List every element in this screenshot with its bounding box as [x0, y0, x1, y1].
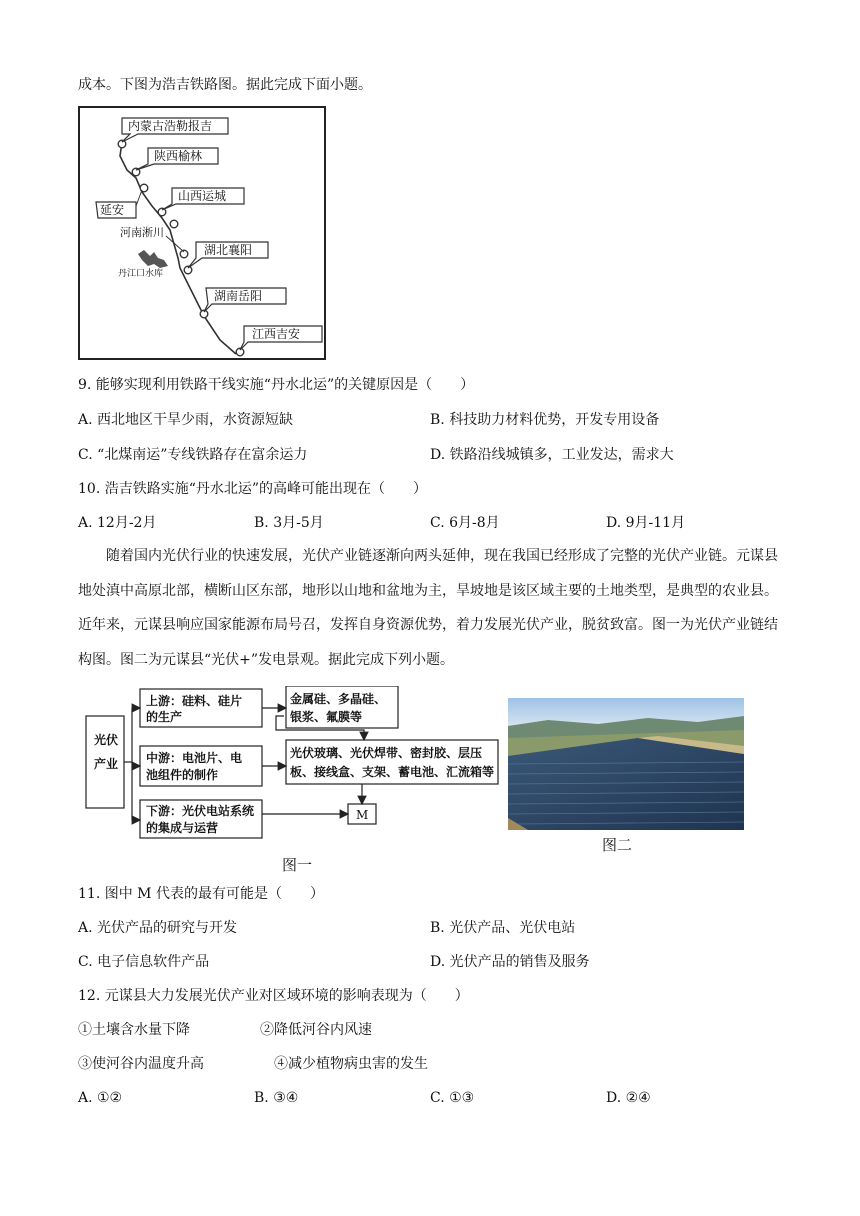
- q9-option-a: A. 西北地区干旱少雨，水资源短缺: [78, 412, 294, 428]
- q11-option-b: B. 光伏产品、光伏电站: [430, 920, 576, 936]
- midstream-materials: 光伏玻璃、光伏焊带、密封胶、层压: [290, 746, 483, 760]
- downstream-label: 下游：光伏电站系统: [146, 804, 255, 818]
- q12-statement-1: ①土壤含水量下降: [78, 1022, 190, 1038]
- station-label: 湖北襄阳: [204, 243, 253, 257]
- q12-statement-3: ③使河谷内温度升高: [78, 1056, 204, 1072]
- q12-option-d: D. ②④: [606, 1090, 651, 1106]
- q9-stem: 9. 能够实现利用铁路干线实施“丹水北运”的关键原因是（ ）: [78, 377, 475, 393]
- root-label: 光伏: [94, 733, 119, 747]
- midstream-label: 池组件的制作: [146, 768, 219, 782]
- q10-option-b: B. 3月-5月: [254, 515, 324, 531]
- intro-line: 成本。下图为浩吉铁路图。据此完成下面小题。: [78, 77, 372, 93]
- upstream-materials: 银浆、氟膜等: [290, 710, 363, 724]
- q9-option-d: D. 铁路沿线城镇多，工业发达，需求大: [430, 447, 674, 463]
- q11-stem: 11. 图中 M 代表的最有可能是（ ）: [78, 886, 324, 902]
- q12-option-c: C. ①③: [430, 1090, 475, 1106]
- solar-farm-photo: [508, 698, 744, 830]
- station-label: 内蒙古浩勒报吉: [128, 119, 213, 133]
- downstream-label: 的集成与运营: [146, 821, 219, 835]
- station-label: 湖南岳阳: [214, 289, 263, 303]
- q10-stem: 10. 浩吉铁路实施“丹水北运”的高峰可能出现在（ ）: [78, 481, 428, 497]
- q12-statement-4: ④减少植物病虫害的发生: [274, 1056, 428, 1072]
- midstream-materials: 板、接线盒、支架、蓄电池、汇流箱等: [290, 765, 495, 779]
- solar-farm-illustration: [508, 698, 744, 830]
- figure-1-caption: 图一: [282, 856, 313, 874]
- q11-option-d: D. 光伏产品的销售及服务: [430, 954, 590, 970]
- station-label: 延安: [100, 203, 125, 217]
- upstream-label: 的生产: [146, 710, 183, 724]
- q11-option-a: A. 光伏产品的研究与开发: [78, 920, 238, 936]
- passage: 随着国内光伏行业的快速发展，光伏产业链逐渐向两头延伸，现在我国已经形成了完整的光伏产业链。元谋县地处滇中高原北部，横断山区东部，地形以山地和盆地为主，旱坡地是该区域主要的土地类型，是典型的农业县。近年来，元谋县响应国家能源布局号召，发挥自身资源优势，着力发展光伏产业，脱贫致富。图一为光伏产业链结构图。图二为元谋县“光伏+”发电景观。据此完成下列小题。: [78, 548, 778, 668]
- root-label: 产业: [94, 757, 119, 771]
- station-label: 江西吉安: [252, 327, 301, 341]
- m-label: M: [356, 808, 369, 822]
- chain-diagram: [84, 686, 504, 846]
- reservoir-label: 丹江口水库: [118, 269, 164, 279]
- q10-option-a: A. 12月-2月: [78, 515, 157, 531]
- station-label: 陕西榆林: [154, 149, 203, 163]
- q11-option-c: C. 电子信息软件产品: [78, 954, 210, 970]
- q9-option-b: B. 科技助力材料优势，开发专用设备: [430, 412, 660, 428]
- q9-option-c: C. “北煤南运”专线铁路存在富余运力: [78, 447, 308, 463]
- railway-map: [78, 106, 326, 360]
- q12-stem: 12. 元谋县大力发展光伏产业对区域环境的影响表现为（ ）: [78, 988, 469, 1004]
- station-label: 山西运城: [178, 189, 227, 203]
- station-label: 河南淅川: [120, 226, 164, 239]
- figure-2-caption: 图二: [602, 836, 633, 854]
- figure-1-chain: [84, 686, 504, 850]
- midstream-label: 中游：电池片、电: [146, 751, 243, 765]
- q10-option-c: C. 6月-8月: [430, 515, 500, 531]
- q12-statement-2: ②降低河谷内风速: [260, 1022, 372, 1038]
- q10-option-d: D. 9月-11月: [606, 515, 686, 531]
- q12-option-b: B. ③④: [254, 1090, 299, 1106]
- q12-option-a: A. ①②: [78, 1090, 123, 1106]
- upstream-label: 上游：硅料、硅片: [146, 694, 243, 708]
- upstream-materials: 金属硅、多晶硅、: [290, 692, 387, 706]
- reservoir-shape: [138, 250, 168, 268]
- railway-map-svg: [80, 108, 324, 358]
